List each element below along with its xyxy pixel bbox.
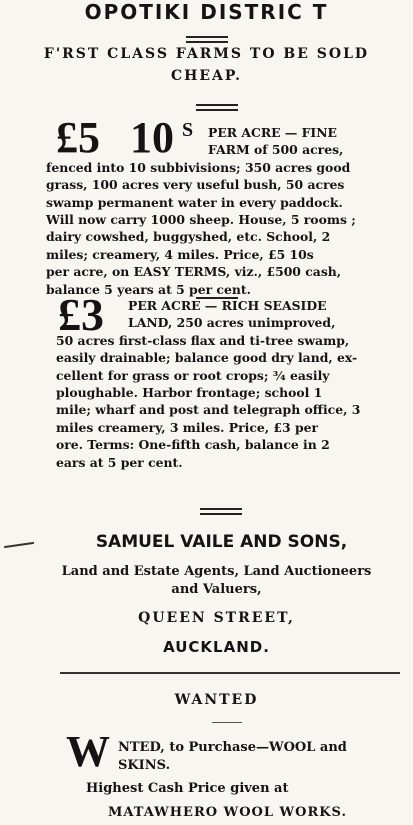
listing-2-line: mile; wharf and post and telegraph office, 3 (56, 402, 361, 417)
listing-1-line: miles; creamery, 4 miles. Price, £5 10s (46, 247, 314, 262)
divider-ornament (200, 513, 242, 515)
agent-city: AUCKLAND. (163, 638, 270, 656)
listing-1-line: balance 5 years at 5 per cent. (46, 282, 251, 297)
listing-1-line: FARM of 500 acres, (208, 142, 344, 157)
listing-2-line: 50 acres first-class flax and ti-tree swamp, (56, 333, 350, 348)
price-pounds-listing-2: £3 (58, 289, 104, 340)
divider-ornament (186, 36, 228, 38)
wanted-line-2: SKINS. (118, 758, 171, 773)
price-pounds: £5 (56, 113, 100, 162)
listing-2-line: miles creamery, 3 miles. Price, £3 per (56, 420, 319, 435)
divider-ornament (196, 109, 238, 111)
wanted-heading: WANTED (174, 692, 259, 708)
divider-ornament (212, 722, 242, 723)
divider-ornament (186, 41, 228, 43)
listing-2-line: ears at 5 per cent. (56, 455, 183, 470)
agent-street: QUEEN STREET, (138, 610, 295, 626)
price-shillings: 10 (130, 113, 174, 162)
agent-name: SAMUEL VAILE AND SONS, (95, 532, 348, 552)
section-divider (60, 672, 400, 674)
listing-1-line: per acre, on EASY TERMS, viz., £500 cash, (46, 264, 342, 279)
listing-2-line: ore. Terms: One-fifth cash, balance in 2 (56, 437, 330, 452)
divider-ornament (196, 104, 238, 106)
agent-description-1: Land and Estate Agents, Land Auctioneers (61, 564, 372, 579)
listing-1-line: PER ACRE — FINE (208, 125, 337, 140)
divider-ornament (200, 508, 242, 510)
listing-1-line: Will now carry 1000 sheep. House, 5 rooms ; (46, 212, 356, 227)
listing-1-line: swamp permanent water in every paddock. (46, 195, 343, 210)
listing-2-line: cellent for grass or root crops; ¾ easily (56, 368, 330, 383)
listing-1-line: dairy cowshed, buggyshed, etc. School, 2 (46, 229, 331, 244)
wanted-line-3: Highest Cash Price given at (86, 781, 289, 796)
listing-1-line: grass, 100 acres very useful bush, 50 acres (46, 177, 345, 192)
subtitle-line-1: F'RST CLASS FARMS TO BE SOLD (43, 46, 370, 62)
price-shillings-superscript: S (182, 119, 194, 141)
listing-2-line: easily drainable; balance good dry land, ex- (56, 350, 358, 365)
listing-2-line: PER ACRE — RICH SEASIDE (128, 298, 327, 313)
agent-description-2: and Valuers, (171, 582, 262, 597)
drop-cap: W (66, 727, 110, 776)
page-title: OPOTIKI DISTRIC T (84, 0, 329, 24)
listing-1-line: fenced into 10 subbivisions; 350 acres good (46, 160, 351, 175)
listing-2-line: ploughable. Harbor frontage; school 1 (56, 385, 323, 400)
subtitle-line-2: CHEAP. (171, 68, 242, 84)
wanted-line-4: MATAWHERO WOOL WORKS. (108, 805, 348, 820)
listing-2-line: LAND, 250 acres unimproved, (128, 315, 336, 330)
wanted-line-1: NTED, to Purchase—WOOL and (118, 740, 347, 755)
